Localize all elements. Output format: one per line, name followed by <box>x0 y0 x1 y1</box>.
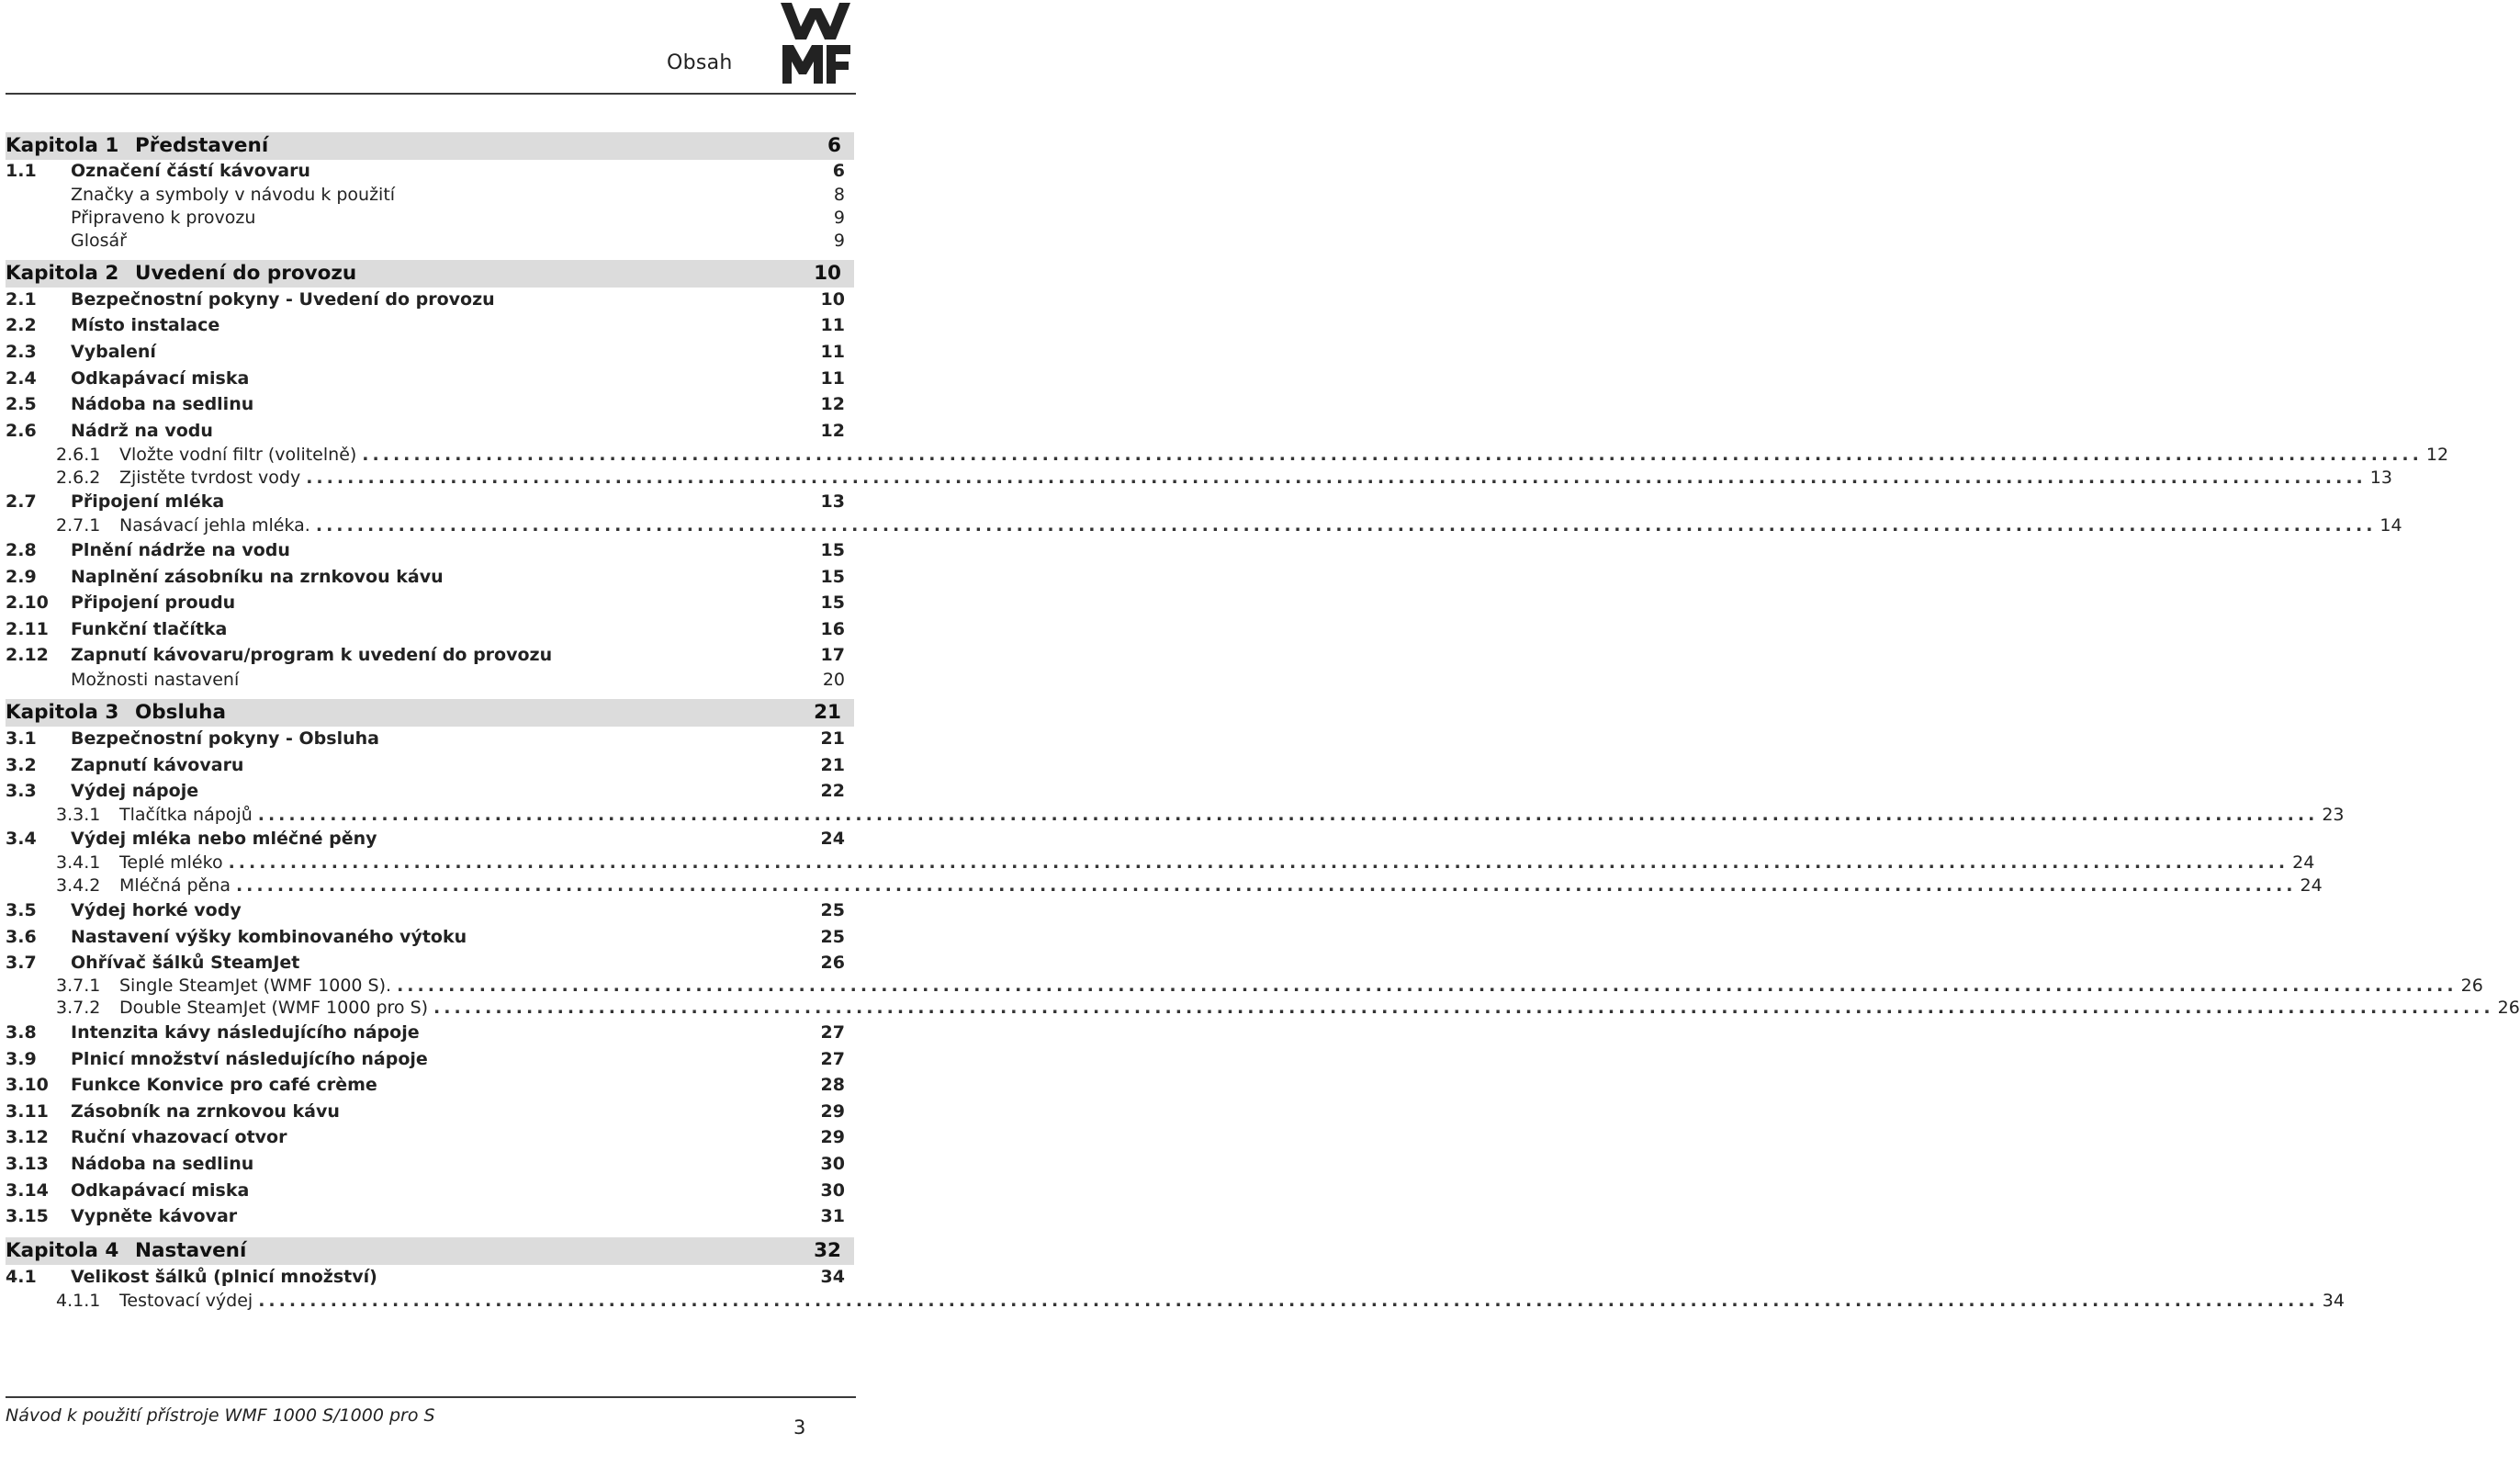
toc-section-row[interactable] <box>6 951 854 975</box>
toc-section-row[interactable] <box>6 898 854 922</box>
toc-dot-leader: ........................................................................................................................................................................................................ <box>362 445 2423 465</box>
toc-section-row[interactable] <box>6 1073 854 1097</box>
toc-entry-number: 3.15 <box>6 1206 49 1226</box>
toc-entry-title: Funkční tlačítka <box>71 619 228 639</box>
header-divider <box>6 93 856 95</box>
toc-entry-title: Ohřívač šálků SteamJet <box>71 953 300 973</box>
toc-dot-leader: ........................................................................................................................................................................................................ <box>235 875 2297 896</box>
toc-entry-title: Odkapávací miska <box>71 1180 250 1201</box>
footer-page-number: 3 <box>793 1416 806 1439</box>
toc-entry-title: Připojení proudu <box>71 592 236 613</box>
toc-entry-number: 3.5 <box>6 900 37 920</box>
toc-section-row[interactable] <box>6 1265 854 1289</box>
toc-entry-title: Vložte vodní filtr (volitelně) <box>119 445 357 465</box>
toc-entry-page: 26 <box>2460 976 2483 996</box>
toc-entry-page: 24 <box>2300 875 2323 896</box>
toc-subsection-row[interactable] <box>6 466 2392 490</box>
toc-chapter-row[interactable] <box>6 260 854 288</box>
toc-entry-number: 3.6 <box>6 927 37 947</box>
toc-entry-page: 22 <box>820 781 845 801</box>
toc-entry-title: Vybalení <box>71 342 156 362</box>
toc-chapter-label: Kapitola 4 <box>6 1239 119 1262</box>
toc-entry-page: 6 <box>832 161 845 181</box>
toc-entry-page: 20 <box>822 670 845 690</box>
toc-chapter-row[interactable] <box>6 132 854 160</box>
toc-section-row[interactable] <box>6 229 854 253</box>
toc-entry-title: Označení částí kávovaru <box>71 161 310 181</box>
toc-entry-number: 2.4 <box>6 368 37 389</box>
toc-entry-title: Naplnění zásobníku na zrnkovou kávu <box>71 567 444 587</box>
toc-chapter-label: Kapitola 1 <box>6 134 119 157</box>
toc-subsection-row[interactable] <box>6 974 2483 998</box>
toc-subsection-row[interactable] <box>6 996 2520 1020</box>
toc-entry-page: 12 <box>820 421 845 441</box>
toc-entry-number: 3.3 <box>6 781 37 801</box>
toc-section-row[interactable] <box>6 313 854 337</box>
toc-entry-number: 2.2 <box>6 315 37 335</box>
toc-section-row[interactable] <box>6 159 854 183</box>
toc-entry-page: 27 <box>820 1049 845 1069</box>
toc-entry-title: Intenzita kávy následujícího nápoje <box>71 1022 420 1043</box>
toc-section-row[interactable] <box>6 827 854 851</box>
toc-section-row[interactable] <box>6 1047 854 1071</box>
toc-entry-page: 15 <box>820 540 845 560</box>
toc-entry-title: Funkce Konvice pro café crème <box>71 1075 377 1095</box>
toc-entry-page: 8 <box>833 185 845 205</box>
toc-section-row[interactable] <box>6 727 854 750</box>
toc-entry-title: Mléčná pěna <box>119 875 231 896</box>
toc-entry-page: 32 <box>814 1239 841 1262</box>
toc-section-row[interactable] <box>6 668 854 692</box>
toc-entry-title: Nasávací jehla mléka. <box>119 515 310 536</box>
toc-entry-page: 30 <box>820 1154 845 1174</box>
toc-entry-title: Nastavení výšky kombinovaného výtoku <box>71 927 467 947</box>
toc-entry-page: 16 <box>820 619 845 639</box>
toc-entry-page: 34 <box>820 1267 845 1287</box>
toc-entry-page: 26 <box>2497 998 2520 1018</box>
toc-entry-title: Zásobník na zrnkovou kávu <box>71 1101 340 1122</box>
toc-chapter-title: Uvedení do provozu <box>135 262 357 285</box>
toc-subsection-row[interactable] <box>6 803 2345 827</box>
toc-entry-number: 3.7.2 <box>56 998 101 1018</box>
toc-entry-number: 2.6.1 <box>56 445 101 465</box>
toc-section-row[interactable] <box>6 617 854 641</box>
toc-entry-number: 3.3.1 <box>56 805 101 825</box>
toc-entry-page: 11 <box>820 368 845 389</box>
toc-entry-number: 2.7 <box>6 491 37 512</box>
toc-dot-leader: ........................................................................................................................................................................................................ <box>258 1291 2319 1311</box>
toc-section-row[interactable] <box>6 206 854 230</box>
toc-section-row[interactable] <box>6 753 854 777</box>
toc-entry-title: Ruční vhazovací otvor <box>71 1127 287 1147</box>
toc-entry-number: 3.7.1 <box>56 976 101 996</box>
toc-entry-number: 2.6.2 <box>56 468 101 488</box>
toc-entry-title: Odkapávací miska <box>71 368 250 389</box>
toc-entry-page: 25 <box>820 900 845 920</box>
toc-entry-title: Vypněte kávovar <box>71 1206 238 1226</box>
toc-entry-page: 29 <box>820 1127 845 1147</box>
toc-subsection-row[interactable] <box>6 874 2323 897</box>
toc-entry-page: 21 <box>820 728 845 749</box>
toc-entry-page: 28 <box>820 1075 845 1095</box>
toc-chapter-title: Nastavení <box>135 1239 247 1262</box>
toc-entry-number: 2.1 <box>6 289 37 310</box>
toc-entry-page: 15 <box>820 567 845 587</box>
toc-entry-page: 24 <box>820 829 845 849</box>
toc-entry-number: 2.6 <box>6 421 37 441</box>
toc-entry-title: Značky a symboly v návodu k použití <box>71 185 396 205</box>
toc-dot-leader: ........................................................................................................................................................................................................ <box>315 515 2377 536</box>
toc-section-row[interactable] <box>6 643 854 667</box>
toc-entry-number: 3.8 <box>6 1022 37 1043</box>
toc-entry-title: Nádoba na sedlinu <box>71 394 254 414</box>
toc-dot-leader: ........................................................................................................................................................................................................ <box>306 468 2367 488</box>
toc-entry-title: Možnosti nastavení <box>71 670 240 690</box>
toc-entry-page: 24 <box>2292 852 2315 873</box>
toc-entry-title: Plnění nádrže na vodu <box>71 540 290 560</box>
toc-subsection-row[interactable] <box>6 851 2315 874</box>
toc-entry-title: Single SteamJet (WMF 1000 S). <box>119 976 392 996</box>
toc-entry-number: 3.14 <box>6 1180 49 1201</box>
toc-entry-number: 4.1 <box>6 1267 37 1287</box>
page-header-title: Obsah <box>667 51 733 74</box>
toc-subsection-row[interactable] <box>6 513 2402 537</box>
toc-entry-page: 9 <box>833 208 845 228</box>
toc-section-row[interactable] <box>6 1021 854 1044</box>
toc-subsection-row[interactable] <box>6 443 2449 467</box>
toc-section-row[interactable] <box>6 340 854 364</box>
toc-entry-title: Místo instalace <box>71 315 220 335</box>
toc-entry-number: 2.11 <box>6 619 49 639</box>
toc-entry-page: 13 <box>2369 468 2392 488</box>
toc-entry-number: 3.1 <box>6 728 37 749</box>
toc-chapter-title: Obsluha <box>135 701 226 724</box>
toc-section-row[interactable] <box>6 490 854 513</box>
toc-entry-page: 6 <box>827 134 841 157</box>
toc-entry-title: Plnicí množství následujícího nápoje <box>71 1049 428 1069</box>
toc-entry-page: 13 <box>820 491 845 512</box>
toc-entry-title: Velikost šálků (plnicí množství) <box>71 1267 377 1287</box>
toc-entry-number: 3.7 <box>6 953 37 973</box>
toc-section-row[interactable] <box>6 419 854 443</box>
toc-entry-title: Zapnutí kávovaru/program k uvedení do provozu <box>71 645 553 665</box>
toc-entry-title: Testovací výdej <box>119 1291 253 1311</box>
toc-entry-number: 2.8 <box>6 540 37 560</box>
toc-entry-page: 27 <box>820 1022 845 1043</box>
toc-entry-title: Zapnutí kávovaru <box>71 755 244 775</box>
toc-entry-title: Nádoba na sedlinu <box>71 1154 254 1174</box>
toc-entry-page: 15 <box>820 592 845 613</box>
toc-entry-number: 3.10 <box>6 1075 49 1095</box>
toc-section-row[interactable] <box>6 591 854 615</box>
toc-section-row[interactable] <box>6 538 854 562</box>
toc-entry-page: 10 <box>820 289 845 310</box>
toc-section-row[interactable] <box>6 183 854 207</box>
toc-entry-page: 11 <box>820 315 845 335</box>
toc-entry-page: 10 <box>814 262 841 285</box>
toc-entry-number: 3.13 <box>6 1154 49 1174</box>
wmf-logo-icon <box>781 3 852 84</box>
toc-entry-title: Výdej mléka nebo mléčné pěny <box>71 829 377 849</box>
toc-section-row[interactable] <box>6 1152 854 1176</box>
toc-entry-title: Tlačítka nápojů <box>119 805 253 825</box>
toc-dot-leader: ........................................................................................................................................................................................................ <box>257 805 2319 825</box>
toc-entry-page: 30 <box>820 1180 845 1201</box>
toc-entry-number: 3.11 <box>6 1101 49 1122</box>
toc-dot-leader: ........................................................................................................................................................................................................ <box>228 852 2289 873</box>
toc-entry-number: 2.10 <box>6 592 49 613</box>
toc-entry-page: 29 <box>820 1101 845 1122</box>
toc-entry-title: Připojení mléka <box>71 491 225 512</box>
toc-entry-title: Glosář <box>71 231 127 251</box>
toc-entry-page: 11 <box>820 342 845 362</box>
toc-entry-title: Výdej nápoje <box>71 781 199 801</box>
toc-entry-number: 3.4.1 <box>56 852 101 873</box>
toc-entry-number: 3.9 <box>6 1049 37 1069</box>
toc-entry-page: 12 <box>2425 445 2449 465</box>
toc-entry-number: 2.9 <box>6 567 37 587</box>
toc-section-row[interactable] <box>6 1179 854 1202</box>
footer-divider <box>6 1396 856 1398</box>
toc-entry-number: 3.4 <box>6 829 37 849</box>
toc-entry-number: 2.3 <box>6 342 37 362</box>
toc-chapter-label: Kapitola 3 <box>6 701 119 724</box>
toc-entry-title: Double SteamJet (WMF 1000 pro S) <box>119 998 429 1018</box>
toc-entry-number: 3.4.2 <box>56 875 101 896</box>
toc-section-row[interactable] <box>6 1100 854 1123</box>
toc-subsection-row[interactable] <box>6 1289 2345 1313</box>
toc-section-row[interactable] <box>6 925 854 949</box>
toc-entry-page: 9 <box>833 231 845 251</box>
toc-entry-title: Bezpečnostní pokyny - Obsluha <box>71 728 379 749</box>
toc-entry-number: 2.12 <box>6 645 49 665</box>
toc-section-row[interactable] <box>6 779 854 803</box>
toc-section-row[interactable] <box>6 1204 854 1228</box>
toc-entry-page: 21 <box>820 755 845 775</box>
toc-section-row[interactable] <box>6 1125 854 1149</box>
toc-section-row[interactable] <box>6 565 854 589</box>
toc-entry-title: Připraveno k provozu <box>71 208 256 228</box>
toc-entry-number: 1.1 <box>6 161 37 181</box>
toc-chapter-row[interactable] <box>6 699 854 727</box>
toc-dot-leader: ........................................................................................................................................................................................................ <box>397 976 2458 996</box>
toc-entry-page: 17 <box>820 645 845 665</box>
toc-section-row[interactable] <box>6 288 854 311</box>
toc-entry-title: Bezpečnostní pokyny - Uvedení do provozu <box>71 289 495 310</box>
toc-entry-page: 12 <box>820 394 845 414</box>
toc-dot-leader: ........................................................................................................................................................................................................ <box>433 998 2494 1018</box>
toc-section-row[interactable] <box>6 367 854 390</box>
toc-entry-number: 2.7.1 <box>56 515 101 536</box>
toc-entry-title: Nádrž na vodu <box>71 421 213 441</box>
toc-entry-number: 3.2 <box>6 755 37 775</box>
toc-chapter-title: Představení <box>135 134 269 157</box>
toc-section-row[interactable] <box>6 392 854 416</box>
toc-entry-number: 3.12 <box>6 1127 49 1147</box>
toc-entry-page: 14 <box>2379 515 2402 536</box>
toc-entry-title: Zjistěte tvrdost vody <box>119 468 301 488</box>
toc-chapter-label: Kapitola 2 <box>6 262 119 285</box>
toc-chapter-row[interactable] <box>6 1237 854 1265</box>
toc-entry-page: 34 <box>2322 1291 2345 1311</box>
toc-entry-page: 26 <box>820 953 845 973</box>
toc-entry-number: 2.5 <box>6 394 37 414</box>
toc-entry-page: 23 <box>2322 805 2345 825</box>
toc-entry-page: 21 <box>814 701 841 724</box>
toc-entry-page: 25 <box>820 927 845 947</box>
footer-manual-title: Návod k použití přístroje WMF 1000 S/1000 pro S <box>6 1405 435 1426</box>
toc-entry-number: 4.1.1 <box>56 1291 101 1311</box>
toc-entry-title: Výdej horké vody <box>71 900 242 920</box>
toc-entry-page: 31 <box>820 1206 845 1226</box>
toc-entry-title: Teplé mléko <box>119 852 223 873</box>
